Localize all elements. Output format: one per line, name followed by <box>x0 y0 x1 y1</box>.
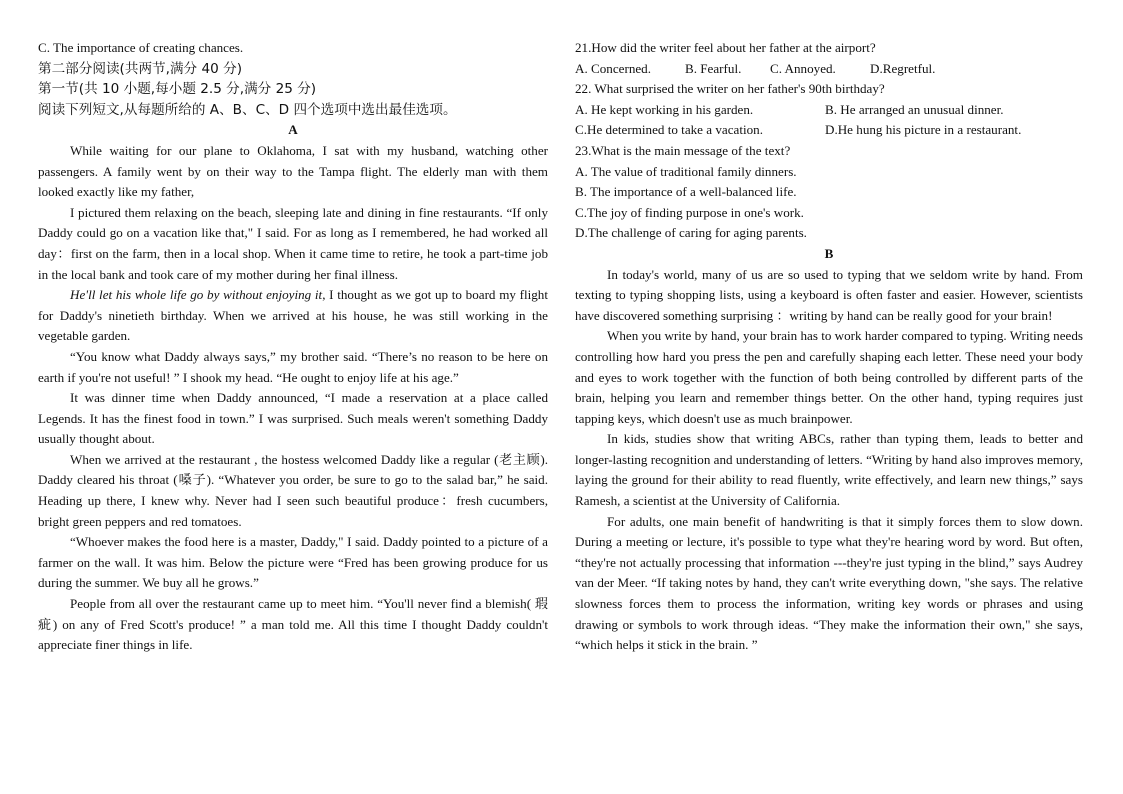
question-23-option-d: D.The challenge of caring for aging parents. <box>575 225 807 241</box>
option-d: D.He hung his picture in a restaurant. <box>825 122 1022 138</box>
question-21-options <box>575 59 1083 80</box>
option-c: C.He determined to take a vacation. <box>575 122 763 138</box>
instructions: 阅读下列短文,从每题所给的 A、B、C、D 四个选项中选出最佳选项。 <box>38 101 457 118</box>
question-22-options-cd <box>575 120 1083 141</box>
question-23: 23.What is the main message of the text? <box>575 142 791 158</box>
passage-b-paragraph-2: When you write by hand, your brain has to work harder compared to typing. Writing needs controlling how hard you press the pen and carefully shaping each letter. These need your body and eyes to work together with the function of both being controlled by different parts of the brain, helping you learn and remember things better. On the other hand, typing requires just tapping keys, which doesn't use as much brainpower. <box>575 328 1083 426</box>
passage-b-paragraph-4: For adults, one main benefit of handwriting is that it simply forces them to slow down. During a meeting or lecture, it's possible to type what they're hearing word by word. But often, “they're not actually processing that information ---they're just typing in the blind,” says Audrey van der Meer. “If taking notes by hand, they can't write everything down, "she says. The relative slowness forces them to process the information, writing key words or phrases and using drawing or symbols to work through ideas. “They make the information their own," she says, “which helps it stick in the brain. ” <box>575 513 1083 653</box>
passage-b-title: B <box>824 245 834 261</box>
passage-a-paragraph-7: “Whoever makes the food here is a master, Daddy," I said. Daddy pointed to a picture of a farmer on the wall. It was him. Below the picture were “Fred has been growing produce for us during the summer. We buy all he grows.” <box>38 534 548 591</box>
passage-a-title: A <box>288 122 298 138</box>
passage-a-paragraph-6: When we arrived at the restaurant , the hostess welcomed Daddy like a regular (老主顾). Daddy cleared his throat (嗓子). “Whatever you order, be sure to go to the salad bar,” he said. Heading up there, I knew why. Never had I seen such beautiful produce：fresh cucumbers, bright green peppers and red tomatoes. <box>38 451 548 529</box>
question-23-option-c: C.The joy of finding purpose in one's work. <box>575 204 804 220</box>
passage-a-paragraph-3 <box>38 285 548 347</box>
option-b: B. Fearful. <box>685 60 742 76</box>
passage-a-paragraph-2: I pictured them relaxing on the beach, sleeping late and dining in fine restaurants. “If only Daddy could go on a vacation like that," I said. For as long as I remembered, he had worked all day：first on the farm, then in a local shop. When it came time to retire, he took a part-time job in the local bank and took care of my mother during her final illness. <box>38 204 548 282</box>
question-21: 21.How did the writer feel about her father at the airport? <box>575 40 876 55</box>
question-23-option-b: B. The importance of a well-balanced life. <box>575 184 797 200</box>
question-23-option-a: A. The value of traditional family dinners. <box>575 163 797 179</box>
passage-a-paragraph-5: It was dinner time when Daddy announced, “I made a reservation at a place called Legends. It has the finest food in town.” I was surprised. Such meals weren't something Daddy usually thought about. <box>38 390 548 447</box>
question-20-option-c: C. The importance of creating chances. <box>38 40 244 55</box>
option-c: C. Annoyed. <box>770 60 836 76</box>
subsection-heading: 第一节(共 10 小题,每小题 2.5 分,满分 25 分) <box>38 81 317 98</box>
option-a: A. He kept working in his garden. <box>575 101 754 117</box>
section-heading: 第二部分阅读(共两节,满分 40 分) <box>38 60 242 77</box>
italic-thought: He'll let his whole life go by without enjoying it <box>70 287 323 303</box>
passage-a-paragraph-1: While waiting for our plane to Oklahoma, I sat with my husband, watching other passengers. A family went by on their way to the Tampa flight. The elderly man with them looked exactly like my father, <box>38 142 548 200</box>
question-22: 22. What surprised the writer on her father's 90th birthday? <box>575 81 885 97</box>
right-column <box>575 38 1083 656</box>
question-22-options-ab <box>575 100 1083 121</box>
passage-a-paragraph-8: People from all over the restaurant came up to meet him. “You'll never find a blemish( 瑕疵) on any of Fred Scott's produce! ” a man told me. All this time I thought Daddy couldn't appreciate finer things in life. <box>38 596 548 653</box>
option-b: B. He arranged an unusual dinner. <box>825 101 1004 117</box>
option-a: A. Concerned. <box>575 60 651 76</box>
option-d: D.Regretful. <box>870 60 936 76</box>
passage-b-paragraph-3: In kids, studies show that writing ABCs, rather than typing them, leads to better and longer-lasting recognition and understanding of letters. “Writing by hand also improves memory, laying the ground for their ability to read fluently, write effectively, and learn new things,” says Ramesh, a scientist at the University of California. <box>575 431 1083 509</box>
paragraph-3-rest: , I thought as we got up to board my flight for Daddy's ninetieth birthday. When we arrived at his house, he was still working in the vegetable garden. <box>38 287 548 344</box>
left-column <box>38 38 548 656</box>
passage-a-paragraph-4: “You know what Daddy always says,” my brother said. “There’s no reason to be here on earth if you're not useful! ” I shook my head. “He ought to enjoy life at his age.” <box>38 348 548 385</box>
passage-b-paragraph-1: In today's world, many of us are so used to typing that we seldom write by hand. From texting to typing shopping lists, using a keyboard is often faster and easier. However, scientists have discovered something surprising ：writing by hand can be really good for your brain! <box>575 266 1083 323</box>
